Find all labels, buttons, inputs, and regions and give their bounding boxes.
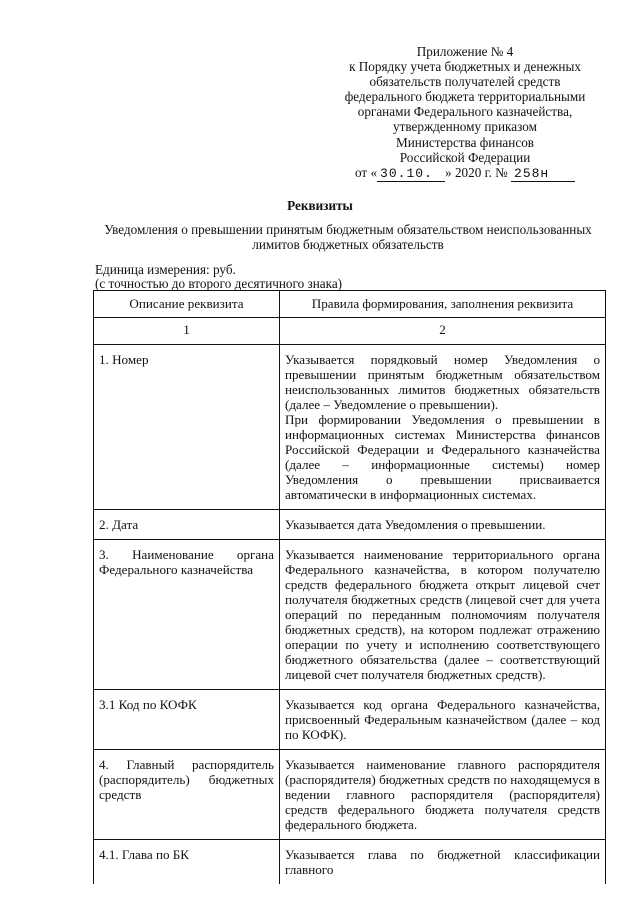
requisites-table — [93, 290, 606, 884]
order-date-line — [330, 165, 600, 182]
requisite-rule — [280, 750, 606, 840]
table-row — [94, 510, 606, 540]
table-row — [94, 690, 606, 750]
column-header: Описание реквизита — [94, 291, 280, 318]
requisite-name-text: 2. Дата — [99, 517, 139, 532]
rule-paragraph: Указывается порядковый номер Уведомления о превышении принятым бюджетным обязательством неиспользованных лимитов бюджетных обязательств (далее – Уведомление о превышении). — [285, 352, 600, 412]
order-number-value: 258н — [511, 166, 575, 182]
units-precision: (с точностью до второго десятичного знака) — [95, 276, 343, 291]
requisite-name-text: 1. Номер — [99, 352, 149, 367]
units-label: Единица измерения: руб. — [95, 262, 236, 277]
table-row — [94, 840, 606, 885]
requisite-name — [94, 510, 280, 540]
requisite-rule — [280, 345, 606, 510]
column-number-row — [94, 318, 606, 345]
requisite-rule — [280, 840, 606, 885]
rule-paragraph: Указывается код органа Федерального казначейства, присвоенный Федеральным казначейством (далее – код по КОФК). — [285, 697, 600, 742]
appendix-line: обязательств получателей средств — [369, 74, 561, 90]
table-row — [94, 750, 606, 840]
rule-paragraph: Указывается дата Уведомления о превышении. — [285, 517, 546, 532]
column-header: Правила формирования, заполнения реквизита — [280, 291, 606, 318]
appendix-block — [330, 44, 600, 182]
appendix-line: Приложение № 4 — [416, 44, 514, 59]
rule-paragraph: Указывается глава по бюджетной классификации главного — [285, 847, 600, 877]
column-number: 2 — [280, 318, 606, 345]
requisite-rule — [280, 690, 606, 750]
rule-paragraph: Указывается наименование главного распорядителя (распорядителя) бюджетных средств по находящемуся в ведении главного распорядителя (распорядителя) средств федерального бюджета получателя средств федерального бюджета. — [285, 757, 600, 832]
requisite-name — [94, 540, 280, 690]
table-row — [94, 345, 606, 510]
requisite-name — [94, 345, 280, 510]
table-row — [94, 540, 606, 690]
rule-paragraph: Указывается наименование территориального органа Федерального казначейства, в котором получателю средств федерального бюджета открыт лицевой счет получателя бюджетных средств (лицевой счет для учета операций по переданным полномочиям получателя бюджетных средств), на котором подлежат отражению операции по учету и исполнению соответствующего бюджетного обязательства (далее – соответствующий лицевой счет получателя бюджетных средств). — [285, 547, 600, 682]
date-prefix: от « — [354, 164, 378, 180]
requisite-name — [94, 840, 280, 885]
appendix-line: Министерства финансов — [395, 134, 535, 150]
requisite-name — [94, 690, 280, 750]
requisite-name-text: 3.1 Код по КОФК — [99, 697, 197, 712]
order-date-value: 30.10. — [377, 166, 445, 182]
appendix-line: органами Федерального казначейства, — [357, 104, 573, 120]
requisite-rule — [280, 540, 606, 690]
appendix-line: Российской Федерации — [399, 149, 531, 165]
appendix-line: утвержденному приказом — [393, 119, 537, 135]
requisite-name — [94, 750, 280, 840]
requisite-name-text: 3. Наименование органа Федерального казначейства — [99, 547, 274, 577]
units-block — [95, 263, 342, 291]
requisite-name-text: 4. Главный распорядитель (распорядитель) бюджетных средств — [99, 757, 274, 802]
appendix-line: федерального бюджета территориальными — [344, 89, 586, 105]
rule-paragraph: При формировании Уведомления о превышении в информационных системах Министерства финансов Российской Федерации и Федерального казначейства (далее – информационные системы) номер Уведомления о превышении присваивается автоматически в информационных системах. — [285, 412, 600, 502]
page-title: Реквизиты — [287, 198, 353, 213]
date-middle: » 2020 г. № — [445, 164, 508, 180]
document-subtitle: Уведомления о превышении принятым бюджетным обязательством неиспользованных лимитов бюджетных обязательств — [104, 222, 592, 252]
appendix-line: к Порядку учета бюджетных и денежных — [349, 59, 581, 75]
table-header-row — [94, 291, 606, 318]
column-number: 1 — [94, 318, 280, 345]
requisite-name-text: 4.1. Глава по БК — [99, 847, 190, 862]
requisite-rule — [280, 510, 606, 540]
